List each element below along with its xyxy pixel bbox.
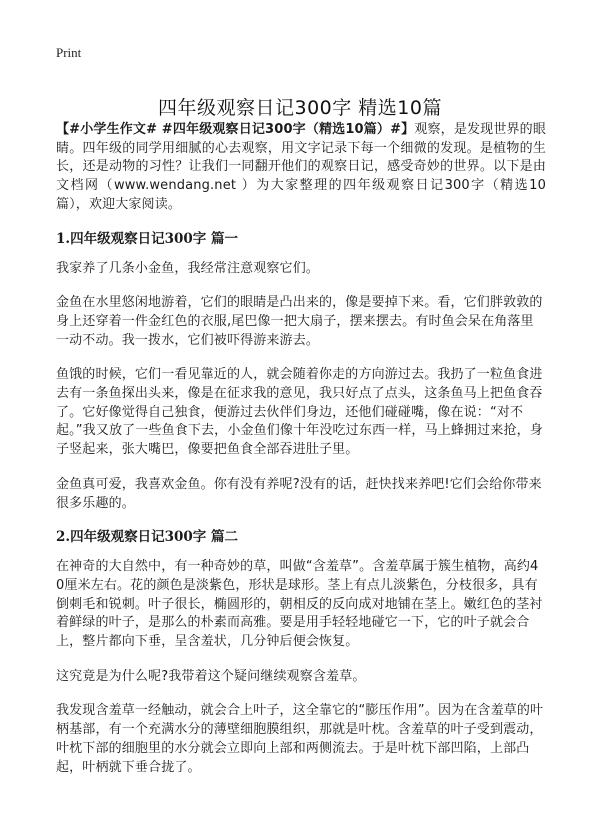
section-1-paragraph: 金鱼真可爱，我喜欢金鱼。你有没有养呢?没有的话，赶快找来养吧!它们会给你带来很多乐趣的。 bbox=[56, 476, 542, 511]
section-1-paragraph: 我家养了几条小金鱼，我经常注意观察它们。 bbox=[56, 260, 320, 276]
section-1-paragraph: 鱼饿的时候，它们一看见靠近的人，就会随着你走的方向游过去。我扔了一粒鱼食进去有一条鱼探出头来，像是在征求我的意见，我只好点了点头，这条鱼马上把鱼食吞了。它好像觉得自己独食，便游过去伙伴们身边，还他们碰碰嘴，像在说：“对不起。”我又放了一些鱼食下去，小金鱼们像十年没吃过东西一样，马上蜂拥过来抢，身子竖起来，张大嘴巴，像要把鱼食全部吞进肚子里。 bbox=[56, 367, 543, 458]
intro-paragraph bbox=[56, 121, 546, 215]
section-1-paragraph: 金鱼在水里悠闲地游着，它们的眼睛是凸出来的，像是要掉下来。看，它们胖敦敦的身上还穿着一件金红色的衣服,尾巴像一把大扇子，摆来摆去。有时鱼会呆在角落里一动不动。我一拨水，它们被吓得游来游去。 bbox=[56, 295, 543, 348]
section-heading-1: 1.四年级观察日记300字 篇一 bbox=[56, 230, 238, 247]
intro-text: 观察，是发现世界的眼睛。四年级的同学用细腻的心去观察，用文字记录下每一个细微的发现。是植物的生长，还是动物的习性？让我们一同翻开他们的观察日记，感受奇妙的世界。以下是由文档网（www.wendang.net ）为大家整理的四年级观察日记300字（精选10篇），欢迎大家阅读。 bbox=[56, 122, 546, 212]
page-title: 四年级观察日记300字 精选10篇 bbox=[158, 96, 442, 119]
section-2-paragraph: 在神奇的大自然中，有一种奇妙的草，叫做“含羞草”。含羞草属于簇生植物，高约40厘米左右。花的颜色是淡紫色，形状是球形。茎上有点儿淡紫色，分枝很多，具有倒刺毛和锐刺。叶子很长，椭圆形的，朝相反的反向成对地铺在茎上。嫩红色的茎衬着鲜绿的叶子，是那么的朴素而高雅。要是用手轻轻地碰它一下，它的叶子就会合上，整片都向下垂，呈含羞状，几分钟后便会恢复。 bbox=[56, 559, 543, 650]
section-2-paragraph: 这究竟是为什么呢?我带着这个疑问继续观察含羞草。 bbox=[56, 668, 366, 684]
print-link[interactable]: Print bbox=[56, 45, 82, 60]
intro-tag: 【#小学生作文# #四年级观察日记300字（精选10篇）#】 bbox=[56, 122, 415, 137]
article-body bbox=[56, 121, 546, 777]
section-heading-2: 2.四年级观察日记300字 篇二 bbox=[56, 529, 238, 546]
section-2-paragraph: 我发现含羞草一经触动，就会合上叶子，这全靠它的“膨压作用”。因为在含羞草的叶柄基部，有一个充满水分的薄壁细胞膜组织，那就是叶枕。含羞草的叶子受到震动，叶枕下部的细胞里的水分就会立即向上部和两侧流去。于是叶枕下部凹陷，上部凸起，叶柄就下垂合拢了。 bbox=[56, 703, 544, 775]
